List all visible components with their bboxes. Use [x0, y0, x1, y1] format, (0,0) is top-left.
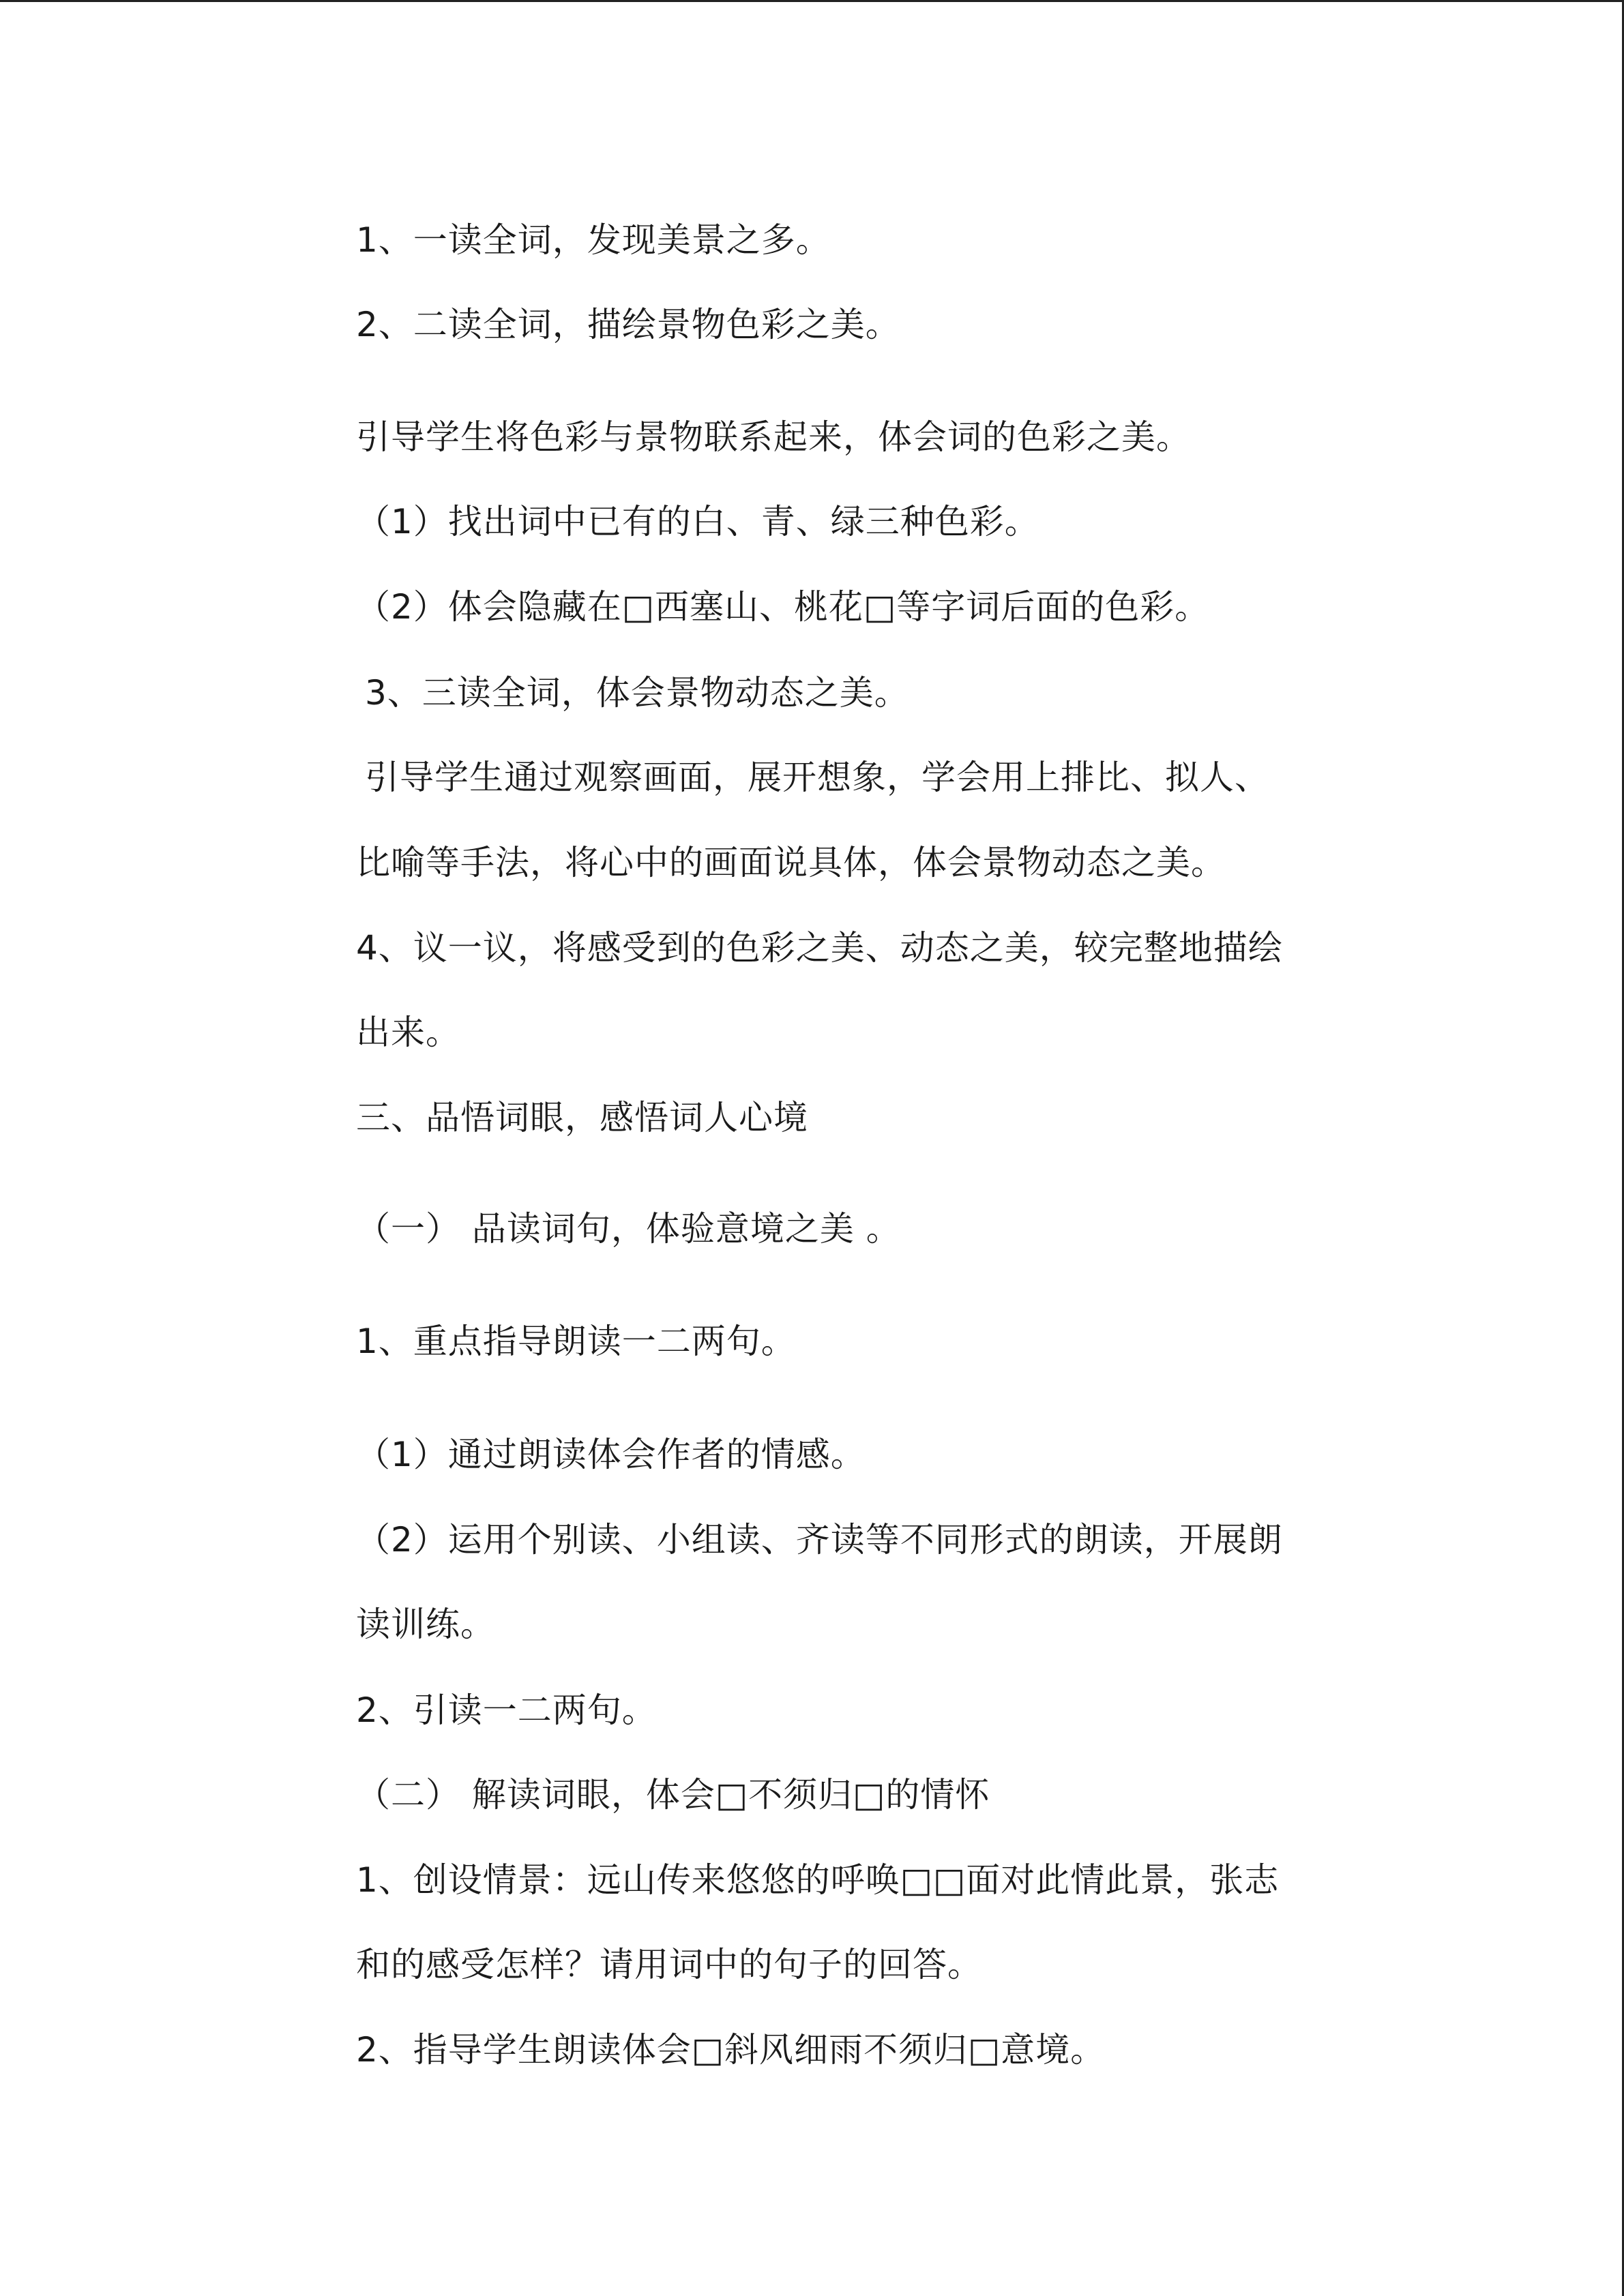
text-line-19: 1、创设情景：远山传来悠悠的呼唤□□面对此情此景，张志 — [356, 1860, 1280, 1900]
text-line-18: （二） 解读词眼，体会□不须归□的情怀 — [356, 1775, 990, 1815]
text-line-8: 比喻等手法，将心中的画面说具体，体会景物动态之美。 — [356, 843, 1226, 882]
text-line-2: 2、二读全词，描绘景物色彩之美。 — [356, 305, 900, 344]
text-line-20: 和的感受怎样？请用词中的句子的回答。 — [356, 1945, 982, 1984]
text-line-14: （1）通过朗读体会作者的情感。 — [356, 1435, 866, 1474]
text-line-16: 读训练。 — [356, 1605, 495, 1644]
text-line-12: （一） 品读词句，体验意境之美 。 — [356, 1209, 901, 1249]
text-line-4: （1）找出词中已有的白、青、绿三种色彩。 — [356, 502, 1039, 541]
text-line-1: 1、一读全词，发现美景之多。 — [356, 220, 831, 260]
text-line-6: 3、三读全词，体会景物动态之美。 — [365, 673, 909, 713]
section-heading: 三、品悟词眼，感悟词人心境 — [356, 1098, 808, 1137]
text-line-17: 2、引读一二两句。 — [356, 1690, 657, 1730]
text-line-13: 1、重点指导朗读一二两句。 — [356, 1322, 796, 1361]
text-line-9: 4、议一议，将感受到的色彩之美、动态之美，较完整地描绘 — [356, 928, 1283, 968]
text-line-10: 出来。 — [356, 1013, 460, 1052]
text-line-21: 2、指导学生朗读体会□斜风细雨不须归□意境。 — [356, 2030, 1106, 2070]
text-line-3: 引导学生将色彩与景物联系起来，体会词的色彩之美。 — [356, 417, 1191, 457]
text-line-5: （2）体会隐藏在□西塞山、桃花□等字词后面的色彩。 — [356, 587, 1210, 627]
text-line-7: 引导学生通过观察画面，展开想象，学会用上排比、拟人、 — [365, 758, 1269, 797]
text-line-15: （2）运用个别读、小组读、齐读等不同形式的朗读，开展朗 — [356, 1520, 1283, 1560]
